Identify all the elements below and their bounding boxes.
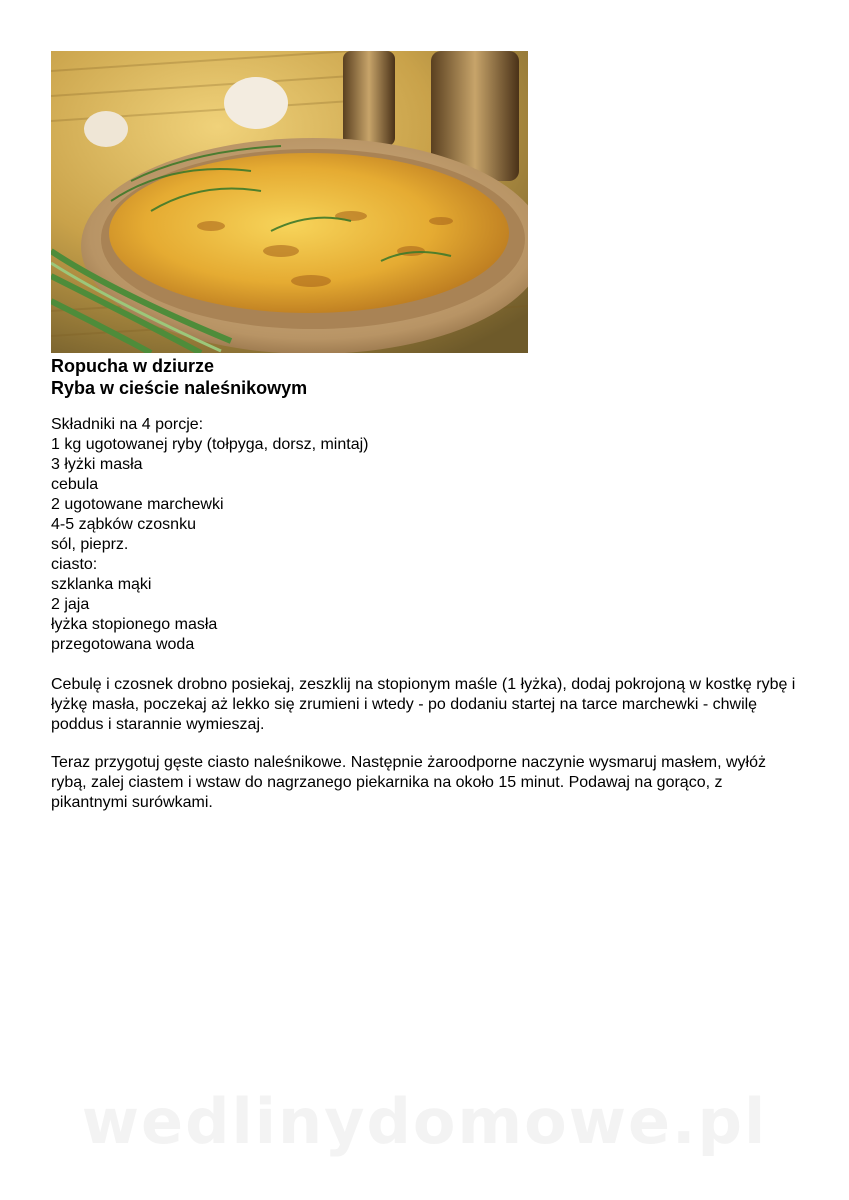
ingredient-item: 4-5 ząbków czosnku [51,516,196,533]
ingredient-item: szklanka mąki [51,576,152,593]
ingredient-item: sól, pieprz. [51,536,129,553]
ingredients-list [51,415,791,655]
watermark: wedlinydomowe.pl [81,1085,768,1158]
dish-illustration [51,51,528,353]
ingredient-item: cebula [51,476,99,493]
ingredient-item: 2 jaja [51,596,90,613]
dish-photo [51,51,528,353]
ingredient-item: 3 łyżki masła [51,456,143,473]
recipe-title-block [51,355,791,399]
recipe-title: Ropucha w dziurze [51,356,215,376]
recipe-subtitle: Ryba w cieście naleśnikowym [51,378,308,398]
ingredient-item: 1 kg ugotowanej ryby (tołpyga, dorsz, mintaj) [51,436,369,453]
ingredient-item: 2 ugotowane marchewki [51,496,224,513]
ingredient-item: łyżka stopionego masła [51,616,218,633]
ingredient-item: przegotowana woda [51,636,195,653]
ingredient-subheader: ciasto: [51,556,98,573]
instructions-paragraph-1: Cebulę i czosnek drobno posiekaj, zeszklij na stopionym maśle (1 łyżka), dodaj pokrojoną w kostkę rybę i łyżkę masła, poczekaj aż lekko się zrumieni i wtedy - po dodaniu startej na tarce marchewki - chwilę poddus i starannie wymieszaj. [51,676,796,733]
instructions-paragraph-2: Teraz przygotuj gęste ciasto naleśnikowe. Następnie żaroodporne naczynie wysmaruj masłem, wyłóż rybą, zalej ciastem i wstaw do nagrzanego piekarnika na około 15 minut. Podawaj na gorąco, z pikantnymi surówkami. [51,754,766,811]
ingredients-header: Składniki na 4 porcje: [51,416,204,433]
